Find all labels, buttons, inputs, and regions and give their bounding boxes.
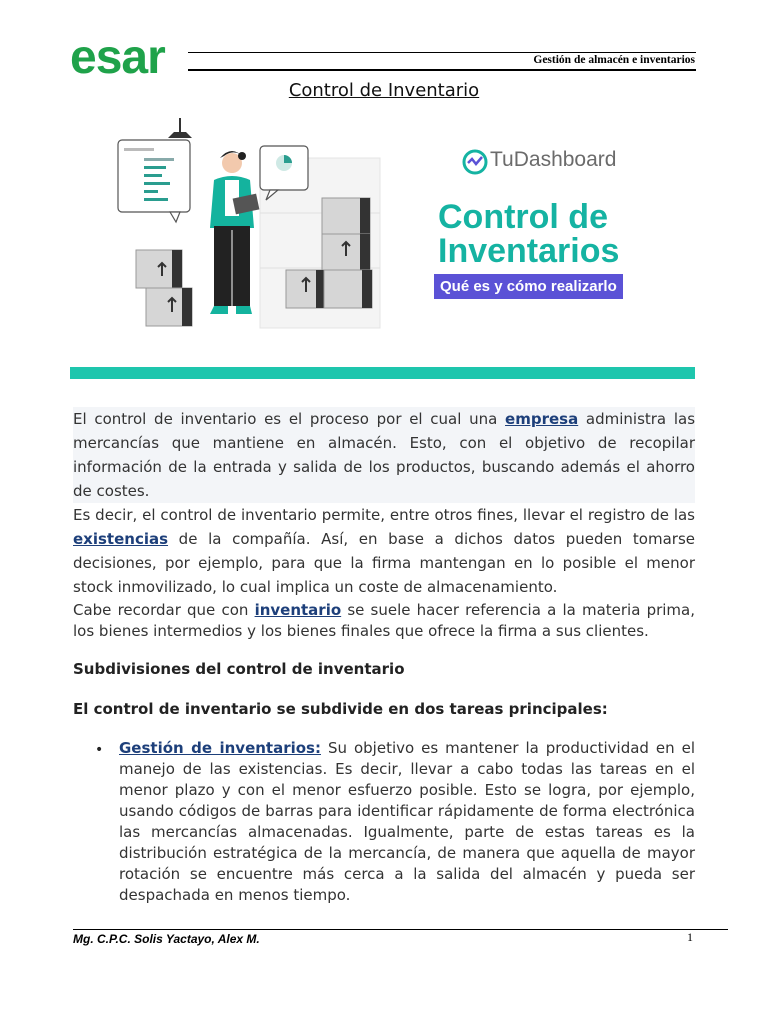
section-heading-tareas: El control de inventario se subdivide en dos tareas principales: bbox=[73, 700, 608, 718]
paragraph-1-text-a: El control de inventario es el proceso por el cual una bbox=[73, 410, 506, 428]
link-inventario[interactable]: inventario bbox=[254, 601, 342, 619]
hero-title-line2: Inventarios bbox=[438, 232, 620, 270]
section-heading-subdivisiones: Subdivisiones del control de inventario bbox=[73, 660, 405, 678]
paragraph-3-text-b: se suele hacer referencia a la materia prima, los bienes intermedios y los bienes finales que ofrece la firma a sus clientes. bbox=[73, 601, 696, 640]
bullet-item bbox=[119, 738, 695, 906]
paragraph-1-text-b: administra las mercancías que mantiene en almacén. Esto, con el objetivo de recopilar información de la entrada y salida de los productos, buscando además el ahorro de costes. bbox=[73, 410, 696, 500]
paragraph-3-text-a: Cabe recordar que con bbox=[73, 601, 255, 619]
hero-subtitle: Qué es y cómo realizarlo bbox=[434, 274, 623, 299]
bullet-dot: • bbox=[95, 742, 104, 758]
hero-image bbox=[110, 118, 670, 343]
paragraph-1 bbox=[73, 407, 695, 503]
tudashboard-logo-icon bbox=[462, 149, 488, 175]
header-rule-bottom bbox=[188, 69, 696, 71]
link-gestion-inventarios[interactable]: Gestión de inventarios: bbox=[119, 739, 321, 757]
document-title: Control de Inventario bbox=[288, 80, 480, 101]
footer-author: Mg. C.P.C. Solis Yactayo, Alex M. bbox=[73, 932, 260, 946]
paragraph-2 bbox=[73, 503, 695, 599]
link-empresa[interactable]: empresa bbox=[505, 410, 579, 428]
header-rule-top bbox=[188, 52, 696, 53]
hero-title bbox=[438, 200, 619, 268]
bullet-item-text: Su objetivo es mantener la productividad en el manejo de las existencias. Es decir, llevar a cabo todas las tareas en el menor plazo y con el menor esfuerzo posible. Esto se logra, por ejemplo, usando códigos de barras para identificar rápidamente de forma electrónica las mercancías almacenadas. Igualmente, parte de estas tareas es la distribución estratégica de la mercancía, de manera que aquella de mayor rotación se encuentre más cerca a la salida del almacén y pueda ser despachada en menos tiempo. bbox=[119, 739, 696, 904]
link-existencias[interactable]: existencias bbox=[73, 530, 169, 548]
teal-divider bbox=[70, 367, 695, 379]
esar-logo: esar bbox=[70, 31, 165, 84]
hero-title-line1: Control de bbox=[438, 198, 608, 236]
header-title: Gestión de almacén e inventarios bbox=[533, 54, 695, 66]
tudashboard-brand: TuDashboard bbox=[490, 148, 617, 171]
paragraph-2-text-b: de la compañía. Así, en base a dichos datos pueden tomarse decisiones, por ejemplo, para que la firma mantengan en lo posible el menor stock inmovilizado, lo cual implica un coste de almacenamiento. bbox=[73, 530, 695, 596]
paragraph-2-text-a: Es decir, el control de inventario permite, entre otros fines, llevar el registro de las bbox=[73, 506, 695, 524]
paragraph-3 bbox=[73, 600, 695, 642]
page-number: 1 bbox=[687, 930, 693, 944]
footer-rule bbox=[73, 929, 728, 930]
